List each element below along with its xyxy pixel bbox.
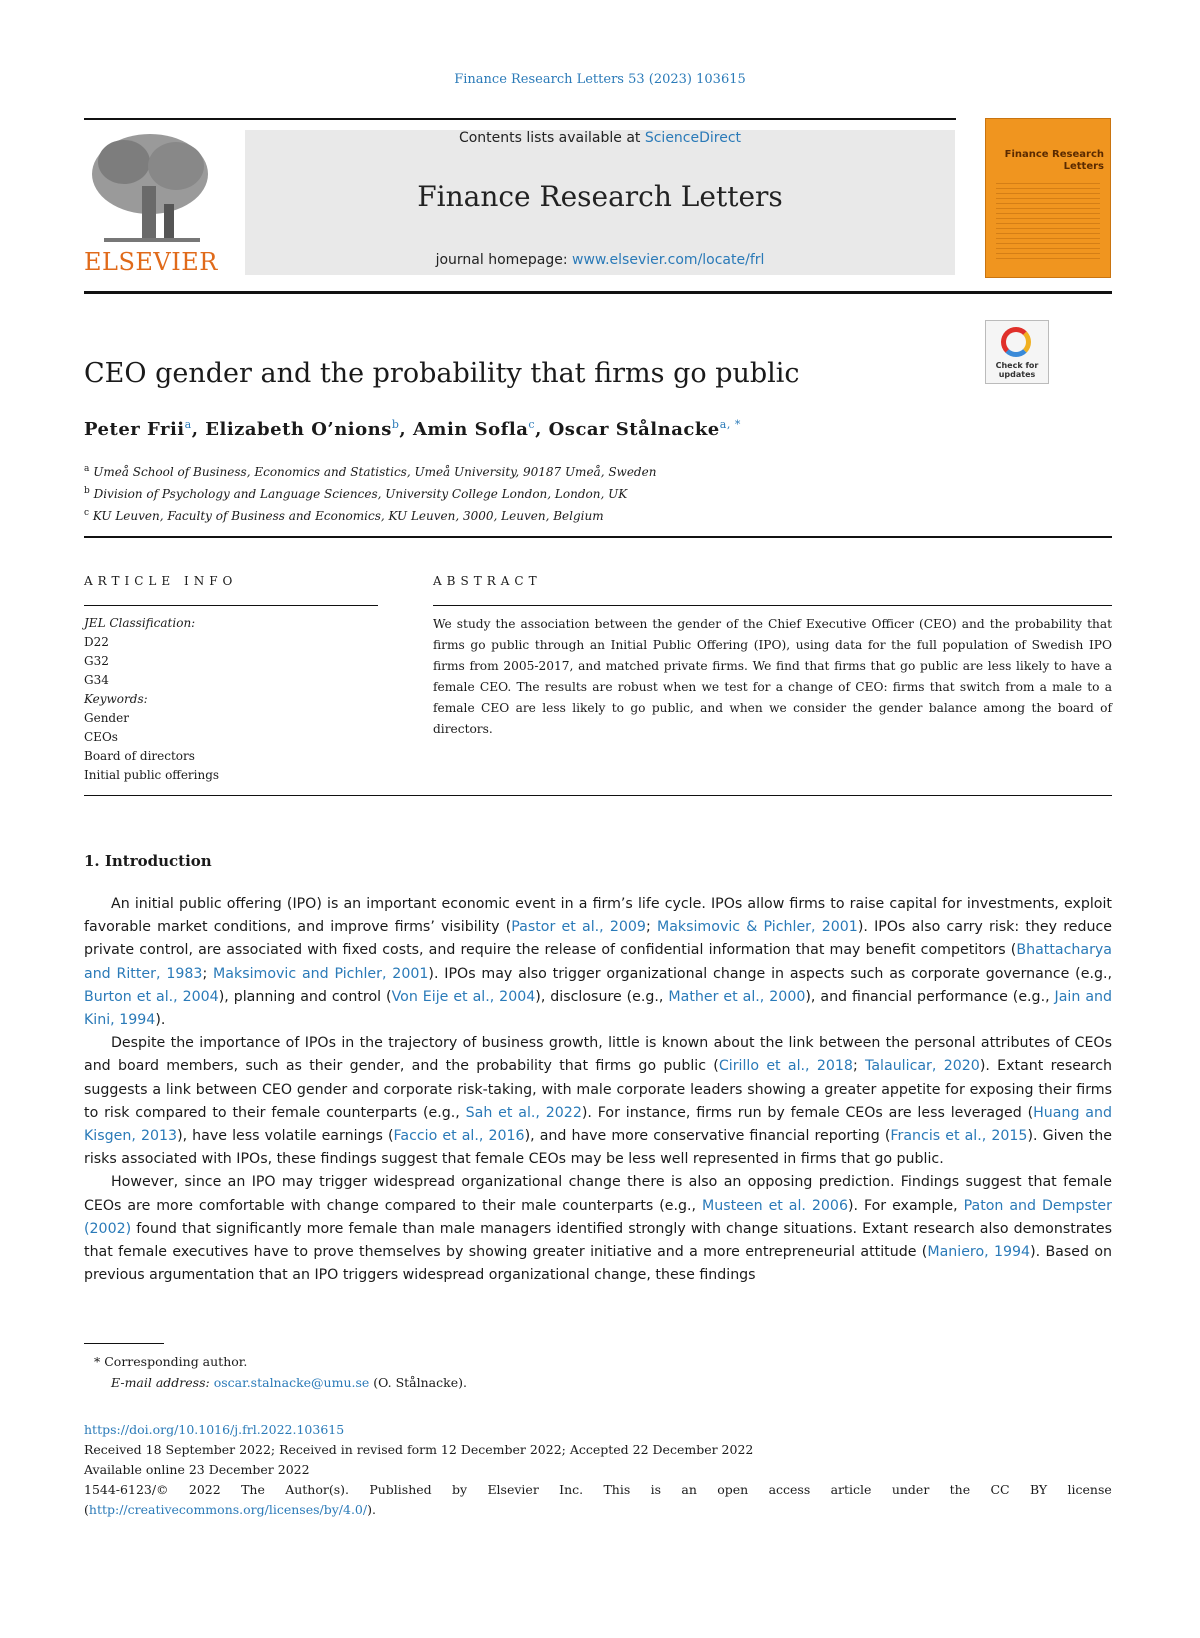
copyright-word: The xyxy=(241,1482,265,1497)
footnote-rule xyxy=(84,1343,164,1344)
citation-link[interactable]: Mather et al., 2000 xyxy=(668,988,806,1005)
author-name[interactable]: Elizabeth O’nions xyxy=(205,419,392,440)
citation-link[interactable]: Cirillo et al., 2018 xyxy=(718,1058,853,1075)
citation-link[interactable]: Maksimovic & Pichler, 2001 xyxy=(656,919,858,936)
footnotes xyxy=(84,1351,467,1393)
copyright-word: under xyxy=(891,1482,930,1497)
copyright-word: article xyxy=(830,1482,872,1497)
jel-code: D22 xyxy=(84,635,109,649)
affiliation-item xyxy=(84,504,656,526)
text-run: ). IPOs also carry risk: they reduce private control, are associated with fixed costs, and require the release of confidential information that may benefit competitors ( xyxy=(84,919,1113,959)
citation-link[interactable]: Jain and Kini, 1994 xyxy=(84,988,1113,1029)
keyword: CEOs xyxy=(84,730,118,744)
text-run: found that significantly more female than male managers identified strongly with change situations. Extant research also demonstrates that female executives have to prove themselves by showing greater initiative and a more entrepreneurial attitude ( xyxy=(84,1220,1112,1261)
received-dates: Received 18 September 2022; Received in revised form 12 December 2022; Accepted 22 December 2022 xyxy=(84,1442,754,1457)
text-run: ), disclosure (e.g., xyxy=(535,988,669,1005)
citation-link[interactable]: Huang and Kisgen, 2013 xyxy=(84,1104,1112,1145)
journal-cover-image[interactable] xyxy=(985,118,1111,278)
text-run: ; xyxy=(852,1058,866,1075)
header-top-rule xyxy=(84,118,956,120)
publication-info xyxy=(84,1420,1112,1520)
article-info-heading: ARTICLE INFO xyxy=(84,574,238,588)
author-name[interactable]: Peter Frii xyxy=(84,419,185,440)
header-bottom-rule xyxy=(84,291,1112,294)
introduction-body xyxy=(84,893,1112,1287)
cover-title: Finance Research Letters xyxy=(1004,149,1104,172)
affiliation-text: Division of Psychology and Language Sciences, University College London, London, UK xyxy=(93,487,628,501)
affiliation-text: KU Leuven, Faculty of Business and Economics, KU Leuven, 3000, Leuven, Belgium xyxy=(92,509,604,523)
journal-title: Finance Research Letters xyxy=(417,180,783,213)
corresponding-author-note: * Corresponding author. xyxy=(94,1354,248,1369)
text-run: ), and financial performance (e.g., xyxy=(805,988,1055,1005)
copyright-word: BY xyxy=(1029,1482,1048,1497)
text-run: ). For example, xyxy=(847,1197,964,1214)
citation-link[interactable]: Bhattacharya and Ritter, 1983 xyxy=(84,942,1112,982)
citation-link[interactable]: Maniero, 1994 xyxy=(927,1244,1031,1261)
text-run: ). Based on previous argumentation that an IPO triggers widespread organizational change, these findings xyxy=(84,1244,1112,1284)
author-list: Peter Frii$^a$, Elizabeth O’nions$^b$, Amin Sofla$^c$, Oscar Stålnacke$^{a, *}$ xyxy=(84,418,741,440)
section-heading-introduction: 1. Introduction xyxy=(84,852,212,870)
author-name[interactable]: Oscar Stålnacke xyxy=(548,419,720,440)
affiliations-rule xyxy=(84,536,1112,538)
affiliation-item xyxy=(84,460,656,482)
affiliation-marker: a xyxy=(84,464,90,474)
copyright-word: an xyxy=(681,1482,697,1497)
email-suffix: (O. Stålnacke). xyxy=(369,1375,467,1390)
license-line xyxy=(84,1500,1112,1520)
license-open: ( xyxy=(84,1502,89,1517)
homepage-line xyxy=(245,252,955,268)
text-run: ; xyxy=(645,919,657,936)
text-run: ). For instance, firms run by female CEOs are less leveraged ( xyxy=(581,1104,1034,1121)
keyword: Initial public offerings xyxy=(84,768,220,782)
copyright-word: Inc. xyxy=(559,1482,584,1497)
citation-link[interactable]: Von Eije et al., 2004 xyxy=(391,988,536,1005)
copyright-word: license xyxy=(1067,1482,1112,1497)
copyright-word: by xyxy=(452,1482,468,1497)
citation-link[interactable]: Paton and Dempster (2002) xyxy=(84,1197,1112,1237)
jel-code: G34 xyxy=(84,673,109,687)
affiliation-marker: b xyxy=(84,486,90,496)
citation-link[interactable]: Musteen et al. 2006 xyxy=(702,1197,848,1214)
copyright-word: 2022 xyxy=(188,1482,221,1497)
copyright-word: open xyxy=(717,1482,749,1497)
citation-link[interactable]: Faccio et al., 2016 xyxy=(393,1128,525,1145)
paragraph xyxy=(84,1171,1112,1287)
copyright-word: 1544-6123/© xyxy=(84,1482,169,1497)
copyright-word: Author(s). xyxy=(285,1482,349,1497)
cover-contents-lines xyxy=(996,179,1100,259)
text-run: ). Extant research suggests a link between CEO gender and corporate risk-taking, with male corporate leaders showing a greater appetite for exposing their firms to risk compared to their female counterparts (e.g., xyxy=(84,1058,1112,1121)
copyright-line xyxy=(84,1480,1112,1500)
crossmark-icon xyxy=(1001,327,1031,357)
article-info-list xyxy=(84,614,219,785)
journal-homepage-link[interactable]: www.elsevier.com/locate/frl xyxy=(572,252,765,268)
abstract-rule xyxy=(433,605,1112,606)
doi-link[interactable]: https://doi.org/10.1016/j.frl.2022.103615 xyxy=(84,1422,345,1437)
keywords-label: Keywords: xyxy=(84,692,148,706)
copyright-word: the xyxy=(949,1482,971,1497)
copyright-word: CC xyxy=(990,1482,1010,1497)
abstract-heading: ABSTRACT xyxy=(433,574,542,588)
contents-prefix: Contents lists available at xyxy=(458,130,645,146)
text-run: ). Given the risks associated with IPOs, these findings suggest that female CEOs may be less well represented in firms that go public. xyxy=(84,1128,1112,1168)
author-affil-marker[interactable]: b xyxy=(391,418,400,431)
author-affil-marker[interactable]: a, * xyxy=(719,418,741,431)
author-name[interactable]: Amin Sofla xyxy=(412,419,529,440)
check-updates-label: Check for updates xyxy=(995,361,1039,379)
citation-link[interactable]: Maksimovic and Pichler, 2001 xyxy=(213,965,429,982)
affiliations xyxy=(84,460,656,526)
copyright-word: This xyxy=(603,1482,631,1497)
jel-label: JEL Classification: xyxy=(84,616,196,630)
elsevier-logo xyxy=(84,126,216,276)
citation-link[interactable]: Francis et al., 2015 xyxy=(890,1128,1028,1145)
affiliation-marker: c xyxy=(84,508,90,518)
text-run: Despite the importance of IPOs in the trajectory of business growth, little is known about the link between the personal attributes of CEOs and board members, such as their gender, and the probability that firms go public ( xyxy=(84,1035,1112,1075)
copyright-word: access xyxy=(768,1482,811,1497)
citation-link[interactable]: Burton et al., 2004 xyxy=(84,988,219,1005)
email-label: E-mail address: xyxy=(111,1375,214,1390)
affiliation-text: Umeå School of Business, Economics and Statistics, Umeå University, 90187 Umeå, Sweden xyxy=(93,465,657,479)
affiliation-item xyxy=(84,482,656,504)
text-run: ; xyxy=(202,965,214,982)
author-affil-marker[interactable]: a xyxy=(184,418,192,431)
paragraph xyxy=(84,893,1112,1032)
publisher-wordmark: ELSEVIER xyxy=(84,248,218,276)
copyright-word: is xyxy=(650,1482,662,1497)
tree-icon xyxy=(84,126,216,246)
text-run: ), planning and control ( xyxy=(218,988,392,1005)
text-run: An initial public offering (IPO) is an important economic event in a firm’s life cycle. IPOs allow firms to raise capital for investments, exploit favorable market conditions, and improve firms’ visibility ( xyxy=(84,896,1112,936)
abstract-end-rule xyxy=(84,795,1112,796)
author-affil-marker[interactable]: c xyxy=(528,418,536,431)
copyright-word: Elsevier xyxy=(487,1482,539,1497)
text-run: ). IPOs may also trigger organizational change in aspects such as corporate governance (e.g., xyxy=(428,965,1112,982)
jel-code: G32 xyxy=(84,654,109,668)
license-link[interactable]: http://creativecommons.org/licenses/by/4.0/ xyxy=(88,1502,368,1517)
text-run: However, since an IPO may trigger widespread organizational change there is also an opposing prediction. Findings suggest that female CEOs are more comfortable with change compared to their male counterparts (e.g., xyxy=(84,1174,1112,1214)
paragraph xyxy=(84,1032,1112,1171)
abstract-text: We study the association between the gender of the Chief Executive Officer (CEO) and the probability that firms go public through an Initial Public Offering (IPO), using data for the full population of Swedish IPO firms from 2005-2017, and matched private firms. We find that firms that go public are less likely to have a female CEO. The results are robust when we test for a change of CEO: firms that switch from a male to a female CEO are less likely to go public, and when we consider the gender balance among the board of directors. xyxy=(433,617,1112,736)
text-run: ), and have more conservative financial reporting ( xyxy=(524,1128,891,1145)
copyright-word: Published xyxy=(369,1482,432,1497)
citation-link[interactable]: Pastor et al., 2009 xyxy=(511,919,646,936)
citation-link[interactable]: Talaulicar, 2020 xyxy=(865,1058,980,1075)
keyword: Board of directors xyxy=(84,749,195,763)
check-for-updates-button[interactable] xyxy=(985,320,1049,384)
homepage-prefix: journal homepage: xyxy=(435,252,573,268)
email-line xyxy=(84,1372,467,1393)
text-run: ), have less volatile earnings ( xyxy=(177,1128,394,1145)
article-title: CEO gender and the probability that firms go public xyxy=(84,358,800,389)
contents-line xyxy=(245,130,955,146)
license-close: ). xyxy=(367,1502,376,1517)
email-link[interactable]: oscar.stalnacke@umu.se xyxy=(213,1375,370,1390)
text-run: ). xyxy=(155,1012,166,1029)
sciencedirect-link[interactable]: ScienceDirect xyxy=(644,130,742,146)
journal-reference-link[interactable]: Finance Research Letters 53 (2023) 103615 xyxy=(454,72,746,87)
keyword: Gender xyxy=(84,711,129,725)
online-date: Available online 23 December 2022 xyxy=(84,1462,310,1477)
citation-link[interactable]: Sah et al., 2022 xyxy=(465,1104,582,1121)
article-info-rule xyxy=(84,605,378,606)
